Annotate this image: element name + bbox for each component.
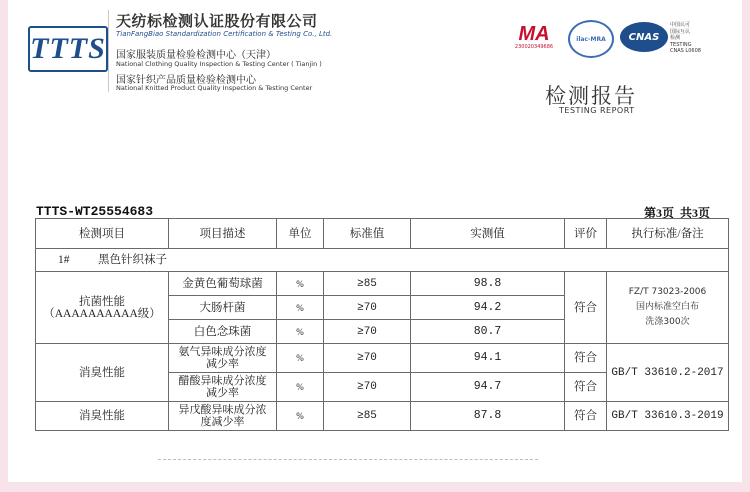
standard-remark-cell: GB/T 33610.2-2017 (607, 344, 729, 402)
unit-cell: % (277, 296, 324, 320)
cnas-caption-line: 检测 (670, 35, 681, 41)
evaluation-cell: 符合 (565, 373, 607, 402)
page-current: 第3页 (643, 206, 674, 220)
standard-value: ≥70 (324, 296, 411, 320)
cnas-logo-icon: CNAS (620, 22, 668, 52)
table-header-row (36, 219, 729, 249)
test-item: 抗菌性能 (79, 295, 125, 308)
column-header: 执行标准/备注 (607, 219, 729, 249)
standard-value: ≥70 (324, 373, 411, 402)
measured-value: 87.8 (411, 402, 565, 431)
unit-cell: % (277, 373, 324, 402)
test-item-grade: （AAAAAAAAAA级） (43, 307, 161, 320)
item-description-line: 度减少率 (200, 416, 245, 428)
test-item-cell (36, 272, 169, 344)
sample-row (36, 249, 729, 272)
evaluation-cell: 符合 (565, 402, 607, 431)
measured-value: 94.7 (411, 373, 565, 402)
unit-cell: % (277, 272, 324, 296)
org-name-cn: 天纺标检测认证股份有限公司 (116, 12, 318, 30)
item-description (169, 402, 277, 431)
unit-cell: % (277, 402, 324, 431)
report-number: TTTS-WT25554683 (36, 204, 154, 219)
ttts-logo: TTTS (28, 26, 108, 72)
standard-remark-cell: GB/T 33610.3-2019 (607, 402, 729, 431)
center1-name-cn: 国家服装质量检验检测中心（天津） (116, 50, 276, 61)
column-header: 标准值 (324, 219, 411, 249)
item-description-line: 异戊酸异味成分浓 (178, 404, 267, 416)
report-sheet (8, 0, 742, 482)
item-description-line: 减少率 (206, 358, 239, 370)
bottom-divider (158, 459, 538, 460)
standard-remark-line: FZ/T 73023-2006 (628, 287, 707, 297)
report-title: 检测报告 (545, 84, 637, 108)
org-name-en: TianFangBiao Standardization Certification & Testing Co., Ltd. (116, 30, 333, 38)
cnas-caption-line: TESTING (670, 41, 692, 48)
cnas-caption-line: CNAS L0608 (670, 48, 701, 54)
standard-value: ≥85 (324, 402, 411, 431)
unit-cell: % (277, 344, 324, 373)
standard-value: ≥70 (324, 344, 411, 373)
cma-logo-icon (508, 24, 560, 50)
item-description (169, 344, 277, 373)
center2-name-cn: 国家针织产品质量检验检测中心 (116, 75, 256, 86)
table-row (36, 272, 729, 296)
center2-name-en: National Knitted Product Quality Inspection & Testing Center (116, 84, 313, 92)
header-divider (108, 10, 109, 92)
sample-number: 1# (58, 254, 70, 266)
item-description-line: 氨气异味成分浓度 (178, 346, 267, 358)
standard-remark-line: 洗涤300次 (645, 317, 690, 327)
cnas-caption-line: 中国认可 (670, 22, 691, 28)
column-header: 项目描述 (169, 219, 277, 249)
sample-cell (36, 249, 729, 272)
cma-number: 230020349686 (514, 44, 554, 50)
evaluation-cell: 符合 (565, 344, 607, 373)
sample-name: 黑色针织袜子 (98, 254, 167, 266)
item-description: 白色念珠菌 (169, 320, 277, 344)
column-header: 检测项目 (36, 219, 169, 249)
item-description (169, 373, 277, 402)
standard-value: ≥85 (324, 272, 411, 296)
test-item: 消臭性能 (36, 402, 169, 431)
measured-value: 80.7 (411, 320, 565, 344)
ilac-mra-logo-icon: ilac-MRA (568, 20, 614, 58)
column-header: 评价 (565, 219, 607, 249)
item-description: 金黄色葡萄球菌 (169, 272, 277, 296)
evaluation-cell: 符合 (565, 272, 607, 344)
table-row (36, 402, 729, 431)
center1-name-en: National Clothing Quality Inspection & Testing Center ( Tianjin ) (116, 60, 322, 68)
test-item: 消臭性能 (36, 344, 169, 402)
results-table (35, 218, 729, 431)
table-row (36, 344, 729, 373)
standard-remark-line: 国内标准空白布 (635, 302, 699, 312)
report-subtitle: TESTING REPORT (559, 106, 635, 115)
measured-value: 94.1 (411, 344, 565, 373)
column-header: 实测值 (411, 219, 565, 249)
item-description-line: 减少率 (206, 387, 239, 399)
standard-remark-cell (607, 272, 729, 344)
page-total: 共3页 (679, 206, 710, 220)
standard-value: ≥70 (324, 320, 411, 344)
column-header: 单位 (277, 219, 324, 249)
measured-value: 98.8 (411, 272, 565, 296)
cma-logo-text: MA (518, 23, 550, 45)
unit-cell: % (277, 320, 324, 344)
cnas-caption-line: 国际互认 (670, 28, 691, 35)
item-description: 大肠杆菌 (169, 296, 277, 320)
item-description-line: 醋酸异味成分浓度 (178, 375, 267, 387)
cnas-caption (670, 22, 701, 55)
measured-value: 94.2 (411, 296, 565, 320)
